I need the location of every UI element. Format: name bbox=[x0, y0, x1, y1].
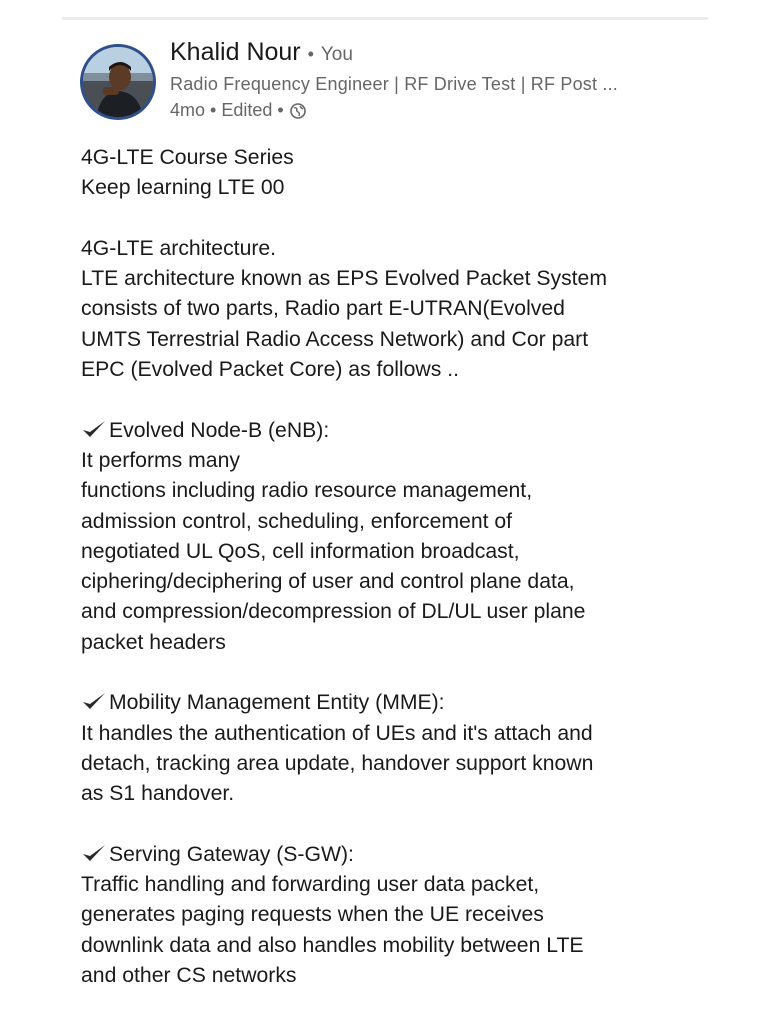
post-age: 4mo bbox=[170, 100, 206, 120]
post-line: Traffic handling and forwarding user data packet, bbox=[81, 873, 540, 897]
post-line: It performs many bbox=[81, 448, 240, 472]
author-name-line bbox=[170, 38, 353, 67]
globe-icon bbox=[290, 103, 306, 119]
post-line: Keep learning LTE 00 bbox=[81, 176, 285, 200]
post-meta bbox=[170, 100, 306, 121]
post-line: functions including radio resource management, bbox=[81, 479, 533, 503]
post-body bbox=[81, 143, 701, 991]
post-line: packet headers bbox=[81, 630, 226, 654]
name-separator: • bbox=[307, 44, 314, 64]
post-line-blank bbox=[81, 658, 701, 688]
post-line: detach, tracking area update, handover support known bbox=[81, 751, 594, 775]
section-heading-mme: Mobility Management Entity (MME): bbox=[81, 688, 701, 718]
post-line: LTE architecture known as EPS Evolved Packet System bbox=[81, 267, 607, 291]
author-headline: Radio Frequency Engineer | RF Drive Test | RF Post ... bbox=[170, 74, 618, 94]
post-line-blank bbox=[81, 385, 701, 415]
post-line: 4G-LTE Course Series bbox=[81, 146, 294, 169]
edited-label: Edited bbox=[221, 100, 273, 120]
author-relation: You bbox=[320, 44, 353, 65]
meta-separator-1: • bbox=[210, 100, 217, 120]
post-line-blank bbox=[81, 810, 701, 840]
post-line: ciphering/deciphering of user and control plane data, bbox=[81, 570, 575, 594]
post-line: It handles the authentication of UEs and it's attach and bbox=[81, 721, 593, 745]
meta-separator-2: • bbox=[277, 100, 284, 120]
post-line: negotiated UL QoS, cell information broadcast, bbox=[81, 539, 520, 563]
post-line: and other CS networks bbox=[81, 964, 297, 988]
post-line: consists of two parts, Radio part E-UTRAN(Evolved bbox=[81, 297, 565, 321]
checkmark-icon bbox=[81, 842, 107, 862]
checkmark-icon bbox=[81, 690, 107, 710]
post-line: as S1 handover. bbox=[81, 782, 235, 806]
top-divider bbox=[62, 17, 708, 20]
post-line: 4G-LTE architecture. bbox=[81, 236, 277, 260]
post-line: and compression/decompression of DL/UL user plane bbox=[81, 600, 586, 624]
post-line: EPC (Evolved Packet Core) as follows .. bbox=[81, 358, 459, 382]
author-name[interactable]: Khalid Nour bbox=[170, 38, 301, 66]
post-line-blank bbox=[81, 204, 701, 234]
section-heading-sgw: Serving Gateway (S-GW): bbox=[81, 840, 701, 870]
post-header bbox=[80, 38, 720, 128]
post-line: UMTS Terrestrial Radio Access Network) and Cor part bbox=[81, 327, 589, 351]
post-line: admission control, scheduling, enforcement of bbox=[81, 509, 513, 533]
section-heading-enb: Evolved Node-B (eNB): bbox=[81, 416, 701, 446]
author-avatar[interactable] bbox=[80, 44, 156, 120]
post-line: downlink data and also handles mobility between LTE bbox=[81, 933, 584, 957]
checkmark-icon bbox=[81, 418, 107, 438]
avatar-photo bbox=[83, 47, 153, 117]
post-line: generates paging requests when the UE receives bbox=[81, 903, 544, 927]
